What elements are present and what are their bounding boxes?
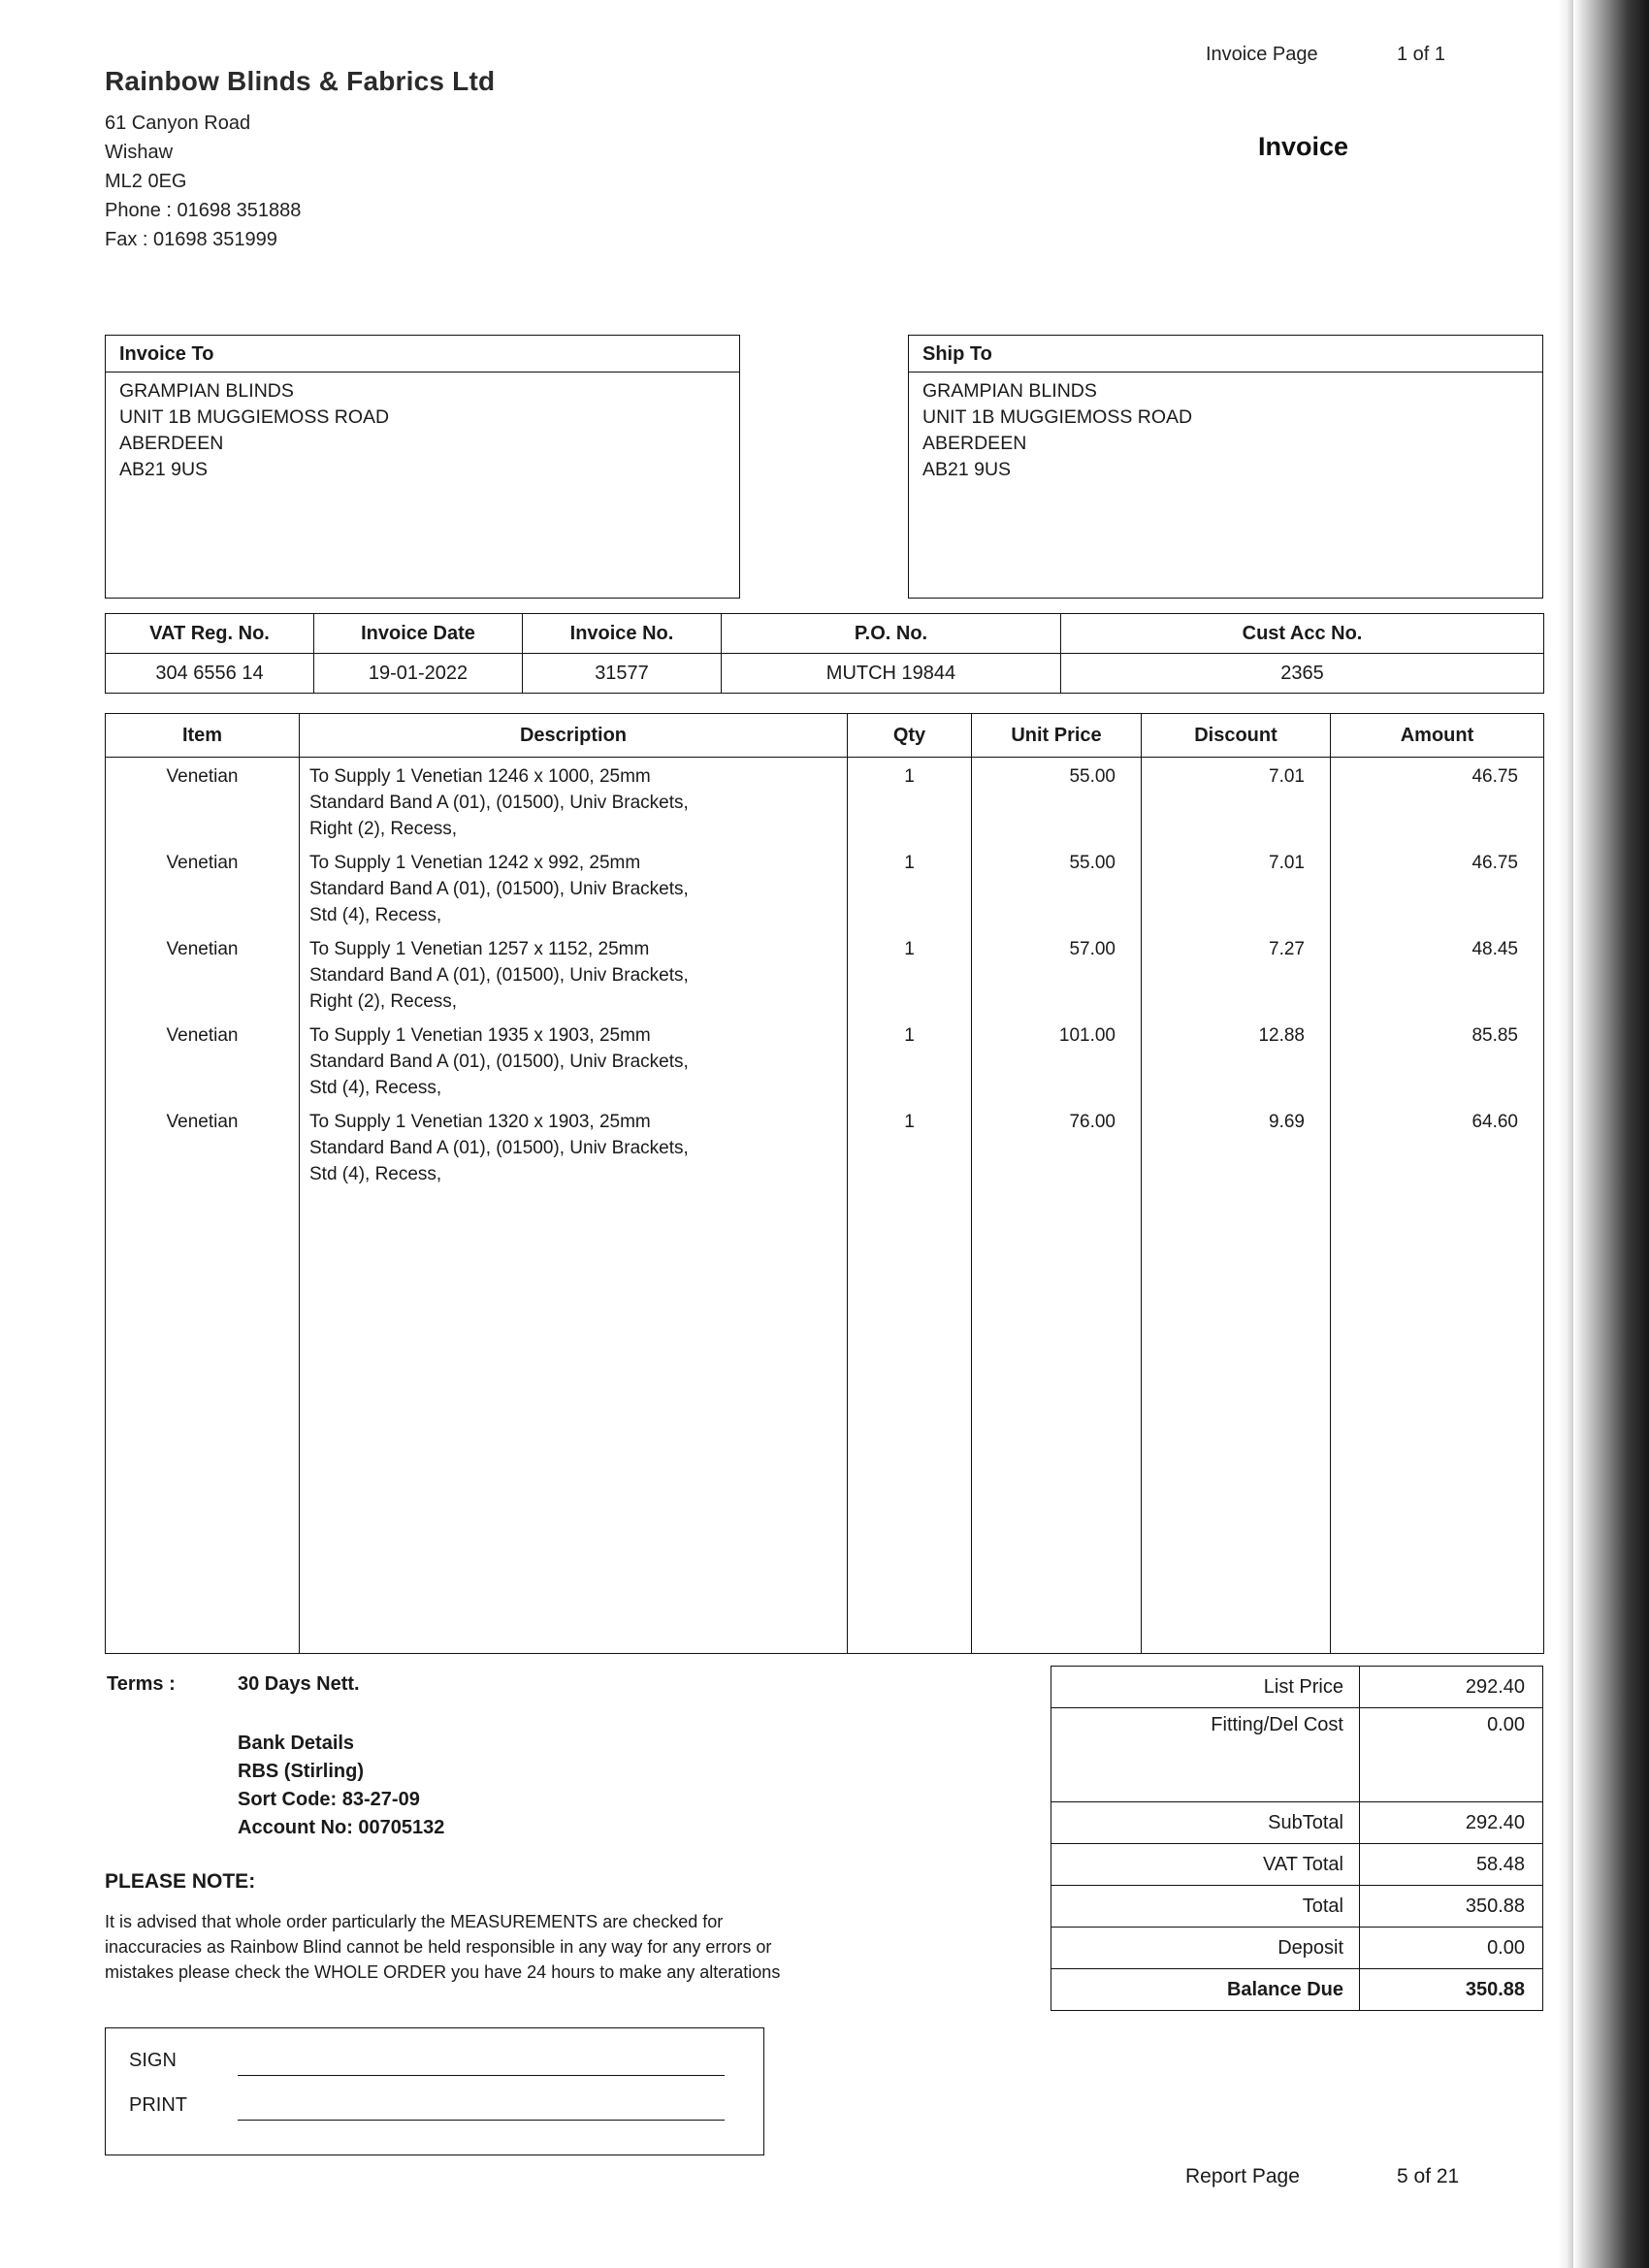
empty-cell-qty bbox=[848, 1189, 972, 1654]
sign-row bbox=[129, 2050, 730, 2079]
meta-header-date: Invoice Date bbox=[314, 614, 523, 654]
row-unit-price: 57.00 bbox=[972, 930, 1142, 1017]
totals-value: 58.48 bbox=[1360, 1844, 1543, 1886]
row-description-line2: Standard Band A (01), (01500), Univ Brackets, bbox=[309, 1052, 689, 1072]
meta-value-po-no: MUTCH 19844 bbox=[722, 654, 1061, 694]
bank-details bbox=[238, 1730, 444, 1842]
note-line1: It is advised that whole order particularly the MEASUREMENTS are checked for bbox=[105, 1912, 724, 1931]
row-description-line3: Right (2), Recess, bbox=[309, 991, 458, 1012]
column-discount: Discount bbox=[1142, 714, 1331, 758]
row-qty: 1 bbox=[848, 1017, 972, 1103]
column-item: Item bbox=[106, 714, 300, 758]
empty-cell-unit-price bbox=[972, 1189, 1142, 1654]
totals-value: 292.40 bbox=[1360, 1802, 1543, 1844]
print-row bbox=[129, 2094, 730, 2123]
row-description-line1: To Supply 1 Venetian 1257 x 1152, 25mm bbox=[309, 939, 650, 959]
row-discount: 12.88 bbox=[1142, 1017, 1331, 1103]
invoice-to-line3: ABERDEEN bbox=[119, 433, 224, 454]
ship-to-address bbox=[909, 373, 1542, 483]
row-description-line2: Standard Band A (01), (01500), Univ Brackets, bbox=[309, 1138, 689, 1158]
row-description-line3: Std (4), Recess, bbox=[309, 1164, 442, 1184]
meta-header-invoice-no: Invoice No. bbox=[523, 614, 722, 654]
table-row bbox=[106, 1103, 1544, 1189]
row-description-line1: To Supply 1 Venetian 1242 x 992, 25mm bbox=[309, 853, 641, 873]
totals-row-balance-due bbox=[1051, 1969, 1543, 2011]
row-item: Venetian bbox=[106, 1017, 300, 1103]
company-phone: Phone : 01698 351888 bbox=[105, 200, 302, 221]
report-page-value: 5 of 21 bbox=[1397, 2165, 1460, 2187]
totals-label: Deposit bbox=[1051, 1928, 1360, 1969]
line-items-table bbox=[105, 713, 1544, 1654]
row-qty: 1 bbox=[848, 930, 972, 1017]
totals-row-fitting-cost bbox=[1051, 1708, 1543, 1802]
invoice-meta-table bbox=[105, 613, 1544, 694]
row-discount: 7.01 bbox=[1142, 844, 1331, 930]
company-address-line3: ML2 0EG bbox=[105, 171, 187, 192]
company-address-line1: 61 Canyon Road bbox=[105, 113, 251, 134]
row-unit-price: 101.00 bbox=[972, 1017, 1142, 1103]
meta-value-cust-acc: 2365 bbox=[1061, 654, 1544, 694]
row-amount: 85.85 bbox=[1331, 1017, 1544, 1103]
empty-cell-discount bbox=[1142, 1189, 1331, 1654]
row-description-line3: Std (4), Recess, bbox=[309, 1078, 442, 1098]
table-row bbox=[106, 758, 1544, 845]
row-description-line3: Std (4), Recess, bbox=[309, 905, 442, 925]
row-item: Venetian bbox=[106, 758, 300, 845]
row-description-line1: To Supply 1 Venetian 1935 x 1903, 25mm bbox=[309, 1025, 651, 1046]
column-unit-price: Unit Price bbox=[972, 714, 1142, 758]
row-unit-price: 55.00 bbox=[972, 758, 1142, 845]
totals-value: 350.88 bbox=[1360, 1886, 1543, 1928]
column-qty: Qty bbox=[848, 714, 972, 758]
totals-label: Fitting/Del Cost bbox=[1051, 1708, 1360, 1802]
row-item: Venetian bbox=[106, 1103, 300, 1189]
row-unit-price: 55.00 bbox=[972, 844, 1142, 930]
table-empty-space bbox=[106, 1189, 1544, 1654]
row-description bbox=[300, 1017, 848, 1103]
totals-label: Balance Due bbox=[1051, 1969, 1360, 2011]
company-fax: Fax : 01698 351999 bbox=[105, 229, 277, 250]
totals-label: SubTotal bbox=[1051, 1802, 1360, 1844]
meta-value-invoice-no: 31577 bbox=[523, 654, 722, 694]
print-input-line[interactable] bbox=[238, 2120, 725, 2121]
table-row bbox=[106, 1017, 1544, 1103]
row-amount: 46.75 bbox=[1331, 758, 1544, 845]
invoice-to-box bbox=[105, 335, 740, 599]
meta-value-vat: 304 6556 14 bbox=[106, 654, 314, 694]
invoice-to-line1: GRAMPIAN BLINDS bbox=[119, 380, 294, 402]
row-discount: 9.69 bbox=[1142, 1103, 1331, 1189]
row-description bbox=[300, 1103, 848, 1189]
row-description-line3: Right (2), Recess, bbox=[309, 819, 458, 839]
totals-row-subtotal bbox=[1051, 1802, 1543, 1844]
totals-label: VAT Total bbox=[1051, 1844, 1360, 1886]
row-description-line2: Standard Band A (01), (01500), Univ Brackets, bbox=[309, 879, 689, 899]
invoice-page-value: 1 of 1 bbox=[1397, 44, 1446, 65]
please-note-title: PLEASE NOTE: bbox=[105, 1870, 256, 1893]
table-row bbox=[106, 844, 1544, 930]
invoice-to-line4: AB21 9US bbox=[119, 459, 209, 480]
row-description bbox=[300, 758, 848, 845]
report-page-label: Report Page bbox=[1185, 2165, 1300, 2187]
empty-cell-amount bbox=[1331, 1189, 1544, 1654]
totals-value: 0.00 bbox=[1360, 1928, 1543, 1969]
row-qty: 1 bbox=[848, 1103, 972, 1189]
row-amount: 48.45 bbox=[1331, 930, 1544, 1017]
company-address-line2: Wishaw bbox=[105, 142, 174, 163]
row-item: Venetian bbox=[106, 930, 300, 1017]
row-unit-price: 76.00 bbox=[972, 1103, 1142, 1189]
company-name: Rainbow Blinds & Fabrics Ltd bbox=[105, 66, 496, 96]
meta-value-row bbox=[106, 654, 1544, 694]
row-description-line2: Standard Band A (01), (01500), Univ Brackets, bbox=[309, 965, 689, 986]
signature-box bbox=[105, 2027, 764, 2155]
meta-header-cust-acc: Cust Acc No. bbox=[1061, 614, 1544, 654]
row-item: Venetian bbox=[106, 844, 300, 930]
totals-label: List Price bbox=[1051, 1667, 1360, 1708]
row-description-line2: Standard Band A (01), (01500), Univ Brackets, bbox=[309, 793, 689, 813]
meta-header-po-no: P.O. No. bbox=[722, 614, 1061, 654]
table-row bbox=[106, 930, 1544, 1017]
row-description-line1: To Supply 1 Venetian 1246 x 1000, 25mm bbox=[309, 766, 651, 787]
row-description bbox=[300, 930, 848, 1017]
ship-to-title: Ship To bbox=[909, 336, 1542, 373]
line-items-header-row bbox=[106, 714, 1544, 758]
bank-details-title: Bank Details bbox=[238, 1733, 355, 1754]
ship-to-line4: AB21 9US bbox=[922, 459, 1012, 480]
column-description: Description bbox=[300, 714, 848, 758]
ship-to-line2: UNIT 1B MUGGIEMOSS ROAD bbox=[922, 406, 1193, 428]
please-note-text bbox=[105, 1909, 987, 1985]
invoice-to-line2: UNIT 1B MUGGIEMOSS ROAD bbox=[119, 406, 390, 428]
invoice-to-title: Invoice To bbox=[106, 336, 739, 373]
ship-to-line1: GRAMPIAN BLINDS bbox=[922, 380, 1097, 402]
meta-value-date: 19-01-2022 bbox=[314, 654, 523, 694]
totals-row-total bbox=[1051, 1886, 1543, 1928]
print-label: PRINT bbox=[129, 2094, 187, 2116]
row-amount: 46.75 bbox=[1331, 844, 1544, 930]
row-amount: 64.60 bbox=[1331, 1103, 1544, 1189]
row-discount: 7.27 bbox=[1142, 930, 1331, 1017]
note-line2: inaccuracies as Rainbow Blind cannot be held responsible in any way for any errors or bbox=[105, 1937, 772, 1957]
totals-row-vat bbox=[1051, 1844, 1543, 1886]
row-discount: 7.01 bbox=[1142, 758, 1331, 845]
ship-to-box bbox=[908, 335, 1543, 599]
ship-to-line3: ABERDEEN bbox=[922, 433, 1027, 454]
row-description bbox=[300, 844, 848, 930]
terms-value: 30 Days Nett. bbox=[238, 1673, 360, 1695]
column-amount: Amount bbox=[1331, 714, 1544, 758]
document-title: Invoice bbox=[1258, 132, 1349, 161]
sign-input-line[interactable] bbox=[238, 2075, 725, 2076]
bank-sort-code: Sort Code: 83-27-09 bbox=[238, 1789, 420, 1810]
invoice-to-address bbox=[106, 373, 739, 483]
empty-cell-item bbox=[106, 1189, 300, 1654]
bank-account-no: Account No: 00705132 bbox=[238, 1817, 445, 1838]
scan-edge-gradient bbox=[1558, 0, 1573, 2268]
invoice-page-label: Invoice Page bbox=[1206, 44, 1318, 65]
totals-row-deposit bbox=[1051, 1928, 1543, 1969]
note-line3: mistakes please check the WHOLE ORDER you have 24 hours to make any alterations bbox=[105, 1962, 781, 1982]
terms-label: Terms : bbox=[107, 1673, 176, 1695]
row-qty: 1 bbox=[848, 758, 972, 845]
sign-label: SIGN bbox=[129, 2050, 177, 2071]
empty-cell-desc bbox=[300, 1189, 848, 1654]
company-address bbox=[105, 109, 301, 254]
totals-value: 350.88 bbox=[1360, 1969, 1543, 2011]
totals-row-list-price bbox=[1051, 1667, 1543, 1708]
totals-value: 292.40 bbox=[1360, 1667, 1543, 1708]
scan-edge-dark bbox=[1573, 0, 1649, 2268]
meta-header-vat: VAT Reg. No. bbox=[106, 614, 314, 654]
totals-table bbox=[1051, 1666, 1543, 2011]
bank-name: RBS (Stirling) bbox=[238, 1761, 364, 1782]
totals-value: 0.00 bbox=[1360, 1708, 1543, 1802]
row-qty: 1 bbox=[848, 844, 972, 930]
row-description-line1: To Supply 1 Venetian 1320 x 1903, 25mm bbox=[309, 1112, 651, 1132]
meta-header-row bbox=[106, 614, 1544, 654]
totals-label: Total bbox=[1051, 1886, 1360, 1928]
